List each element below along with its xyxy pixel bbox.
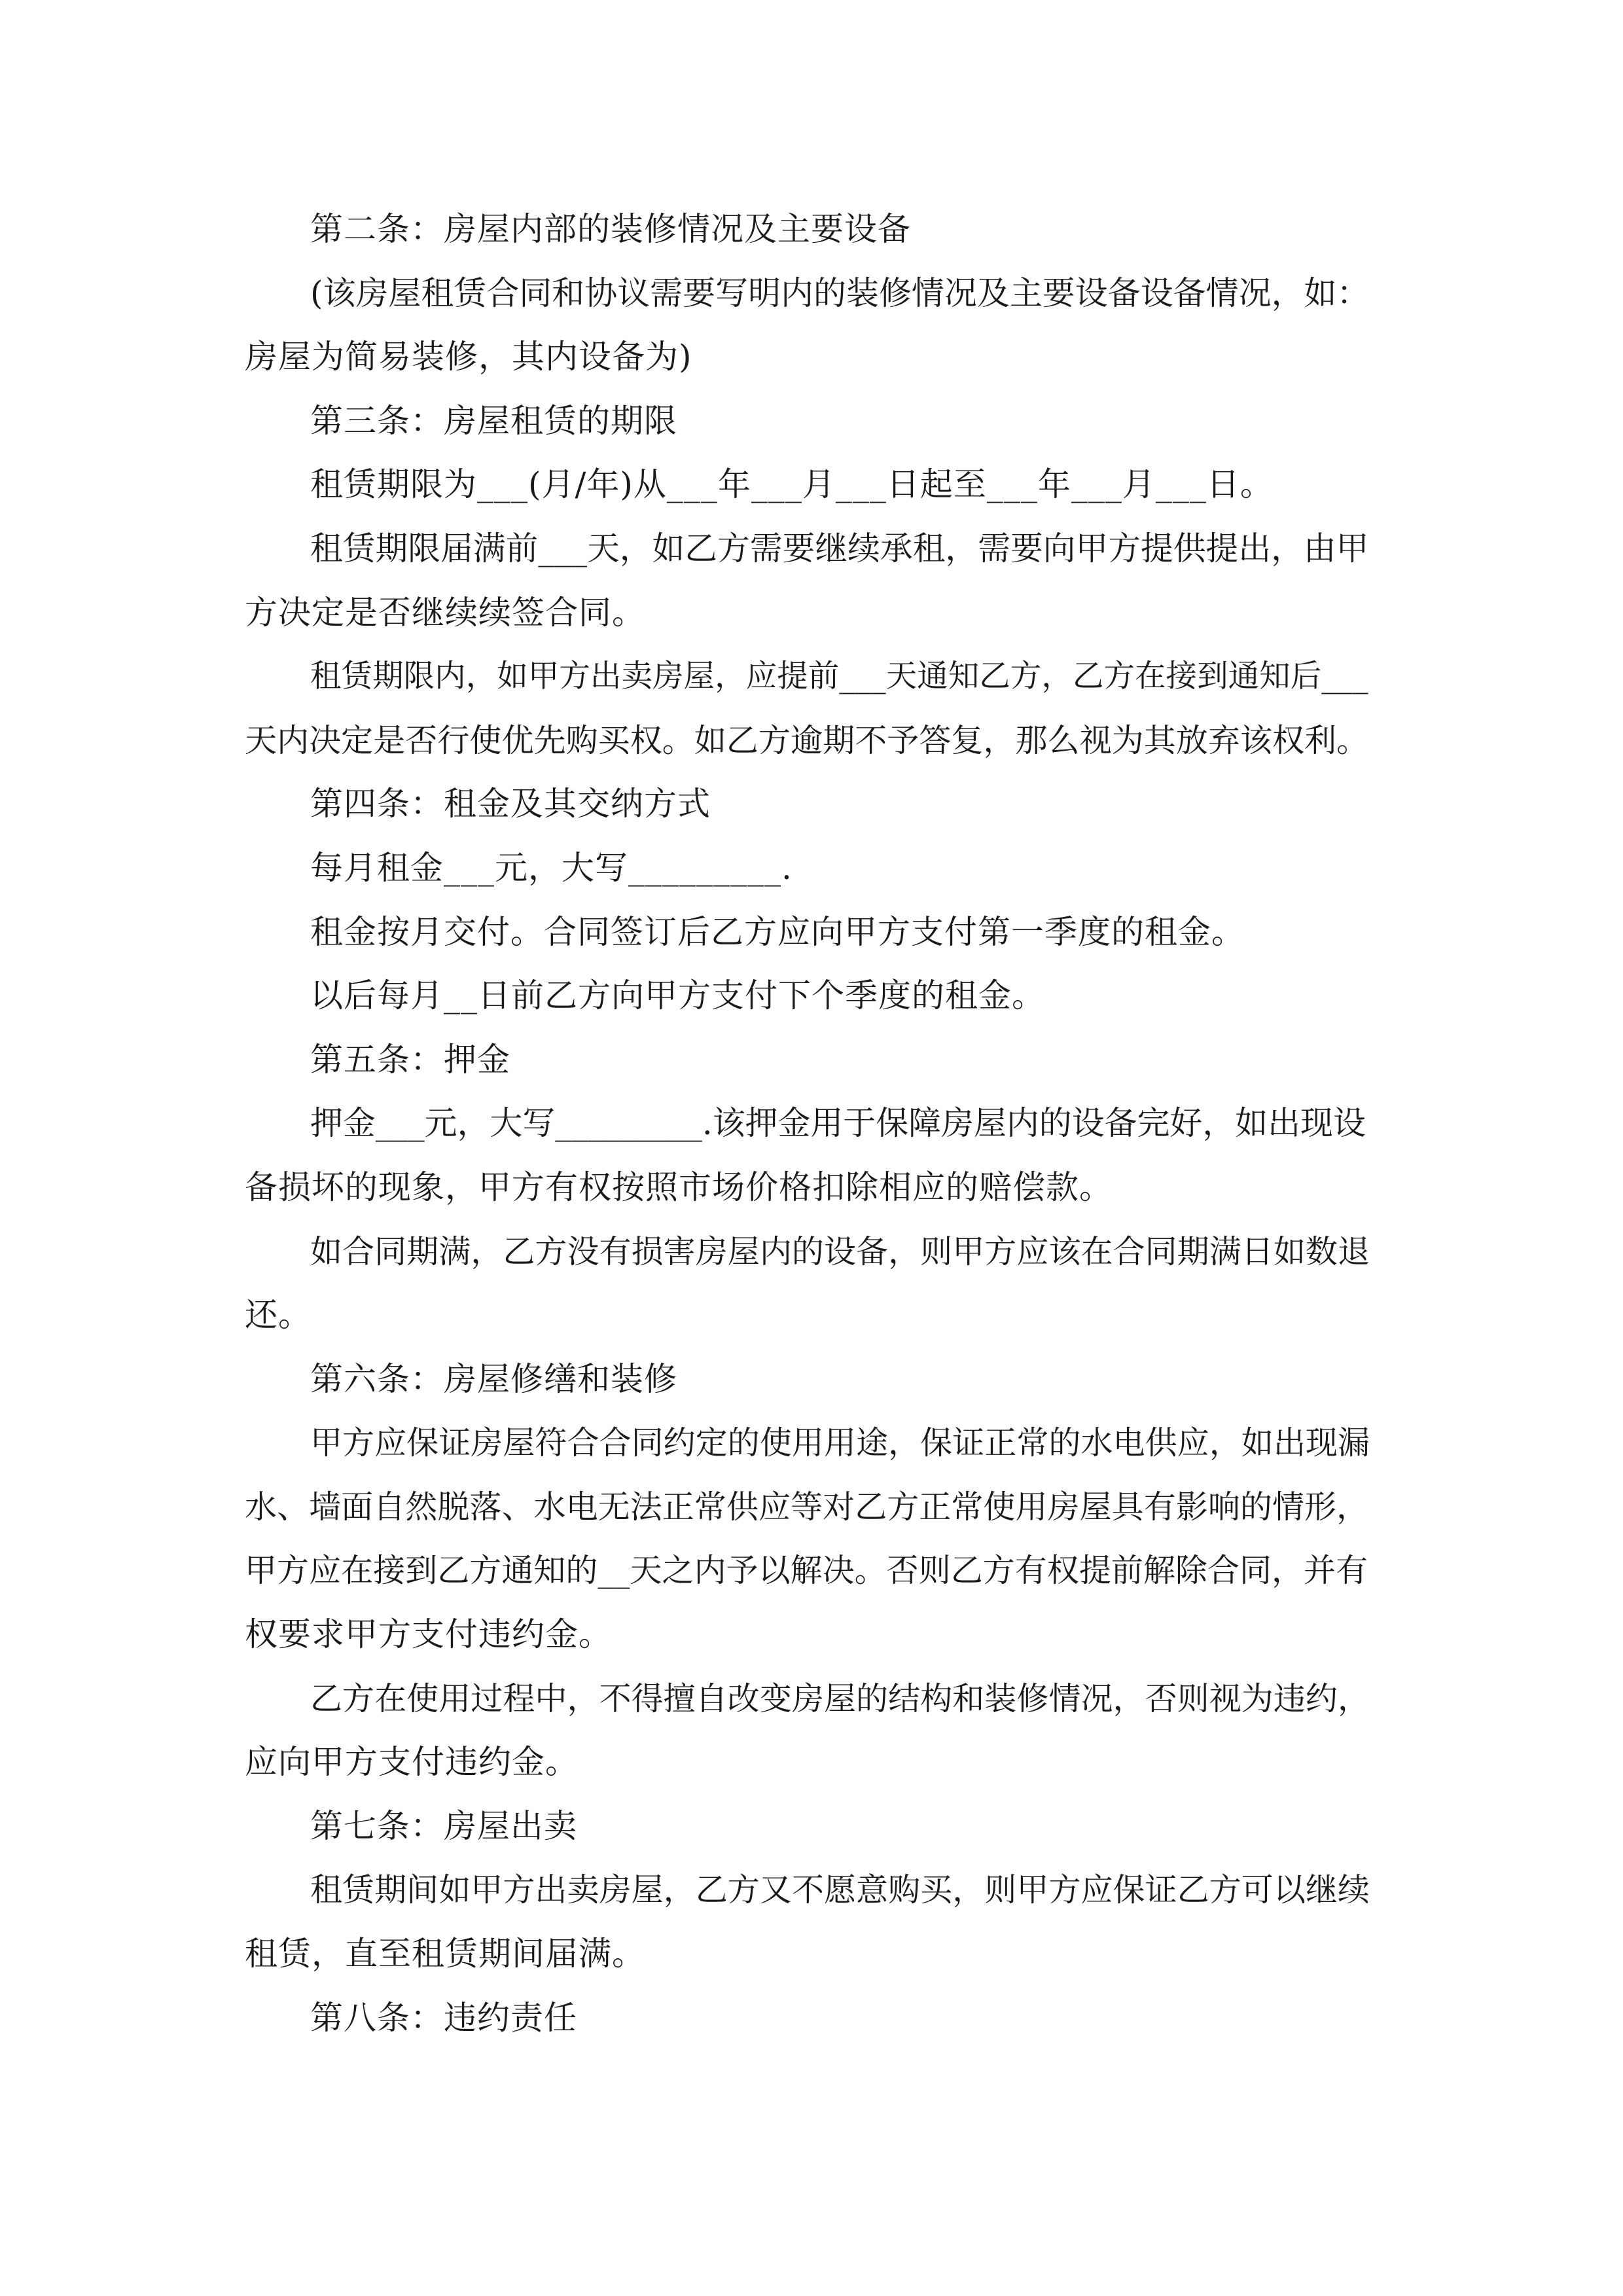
- paragraph-line: 以后每月__日前乙方向甲方支付下个季度的租金。: [310, 977, 1045, 1015]
- paragraph-line: 租赁期限内，如甲方出卖房屋，应提前___天通知乙方，乙方在接到通知后___: [310, 658, 1368, 695]
- paragraph-line: (该房屋租赁合同和协议需要写明内的装修情况及主要设备设备情况，如：: [310, 274, 1370, 312]
- paragraph-line: 租赁，直至租赁期间届满。: [245, 1935, 645, 1973]
- paragraph-line: 租金按月交付。合同签订后乙方应向甲方支付第一季度的租金。: [310, 912, 1245, 951]
- clause-heading-2: 第二条：房屋内部的装修情况及主要设备: [310, 210, 911, 248]
- paragraph-line: 甲方应保证房屋符合合同约定的使用用途，保证正常的水电供应，如出现漏: [310, 1424, 1370, 1462]
- paragraph-line: 水、墙面自然脱落、水电无法正常供应等对乙方正常使用房屋具有影响的情形，: [245, 1487, 1369, 1526]
- paragraph-line: 租赁期间如甲方出卖房屋，乙方又不愿意购买，则甲方应保证乙方可以继续: [310, 1871, 1370, 1909]
- paragraph-line: 租赁期限为___(月/年)从___年___月___日起至___年___月___日。: [310, 465, 1274, 504]
- paragraph-line: 方决定是否继续续签合同。: [245, 593, 645, 632]
- paragraph-line: 如合同期满，乙方没有损害房屋内的设备，则甲方应该在合同期满日如数退: [310, 1232, 1370, 1270]
- paragraph-line: 每月租金___元，大写_________.: [310, 848, 793, 887]
- paragraph-line: 权要求甲方支付违约金。: [245, 1615, 612, 1654]
- clause-heading-3: 第三条：房屋租赁的期限: [310, 401, 677, 440]
- paragraph-line: 押金___元，大写_________.该押金用于保障房屋内的设备完好，如出现设: [310, 1104, 1366, 1143]
- paragraph-line: 甲方应在接到乙方通知的__天之内予以解决。否则乙方有权提前解除合同，并有: [245, 1551, 1368, 1590]
- paragraph-line: 租赁期限届满前___天，如乙方需要继续承租，需要向甲方提供提出，由甲: [310, 529, 1369, 567]
- paragraph-line: 备损坏的现象，甲方有权按照市场价格扣除相应的赔偿款。: [245, 1168, 1113, 1206]
- paragraph-line: 还。: [245, 1296, 312, 1335]
- clause-heading-4: 第四条：租金及其交纳方式: [310, 785, 711, 823]
- document-body: [245, 198, 1391, 2050]
- paragraph-line: 应向甲方支付违约金。: [245, 1743, 579, 1782]
- clause-heading-5: 第五条：押金: [310, 1040, 510, 1079]
- clause-heading-6: 第六条：房屋修缮和装修: [310, 1359, 677, 1398]
- paragraph-line: 乙方在使用过程中，不得擅自改变房屋的结构和装修情况，否则视为违约，: [310, 1679, 1370, 1717]
- paragraph-line: 房屋为简易装修，其内设备为): [245, 338, 692, 376]
- paragraph-line: 天内决定是否行使优先购买权。如乙方逾期不予答复，那么视为其放弃该权利。: [245, 721, 1369, 759]
- clause-heading-7: 第七条：房屋出卖: [310, 1806, 577, 1845]
- clause-heading-8: 第八条：违约责任: [310, 1998, 577, 2037]
